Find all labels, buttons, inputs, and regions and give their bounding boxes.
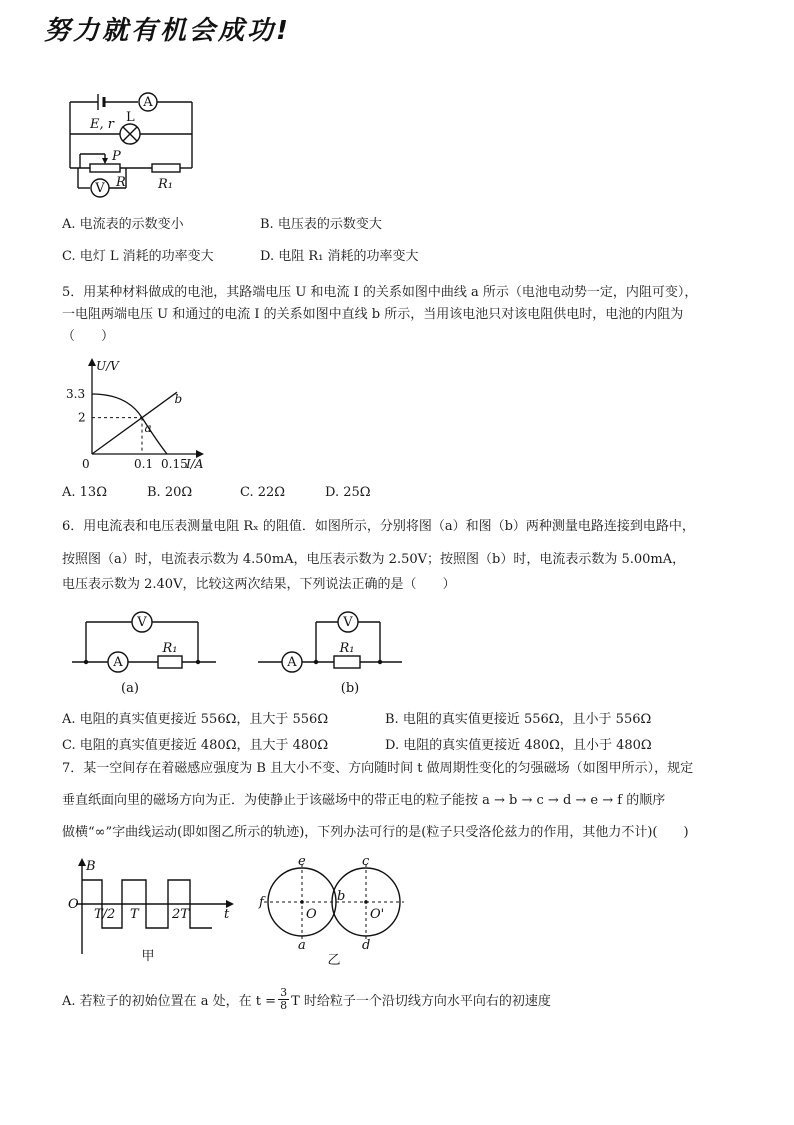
q7-trajectory-yi <box>258 856 408 968</box>
q7-option-a <box>62 987 551 1012</box>
q4-source-label: E, r <box>90 117 114 132</box>
q6-stem-line-1: 6．用电流表和电压表测量电阻 Rₓ 的阻值．如图所示，分别将图（a）和图（b）两种测量电路连接到电路中， <box>62 519 695 534</box>
q7-option-a-prefix: A. 若粒子的初始位置在 a 处，在 t = <box>62 994 277 1009</box>
q6-option-b: B. 电阻的真实值更接近 556Ω，且小于 556Ω <box>385 712 652 727</box>
q5-stem-line-1: 5．用某种材料做成的电池，其路端电压 U 和电流 I 的关系如图中曲线 a 所示（电池电动势一定，内阻可变）， <box>62 285 698 300</box>
q6b-voltmeter-label: V <box>343 615 353 630</box>
q7-jia-tick-2t: 2T <box>172 907 189 922</box>
q7-yi-point-a: a <box>298 938 306 953</box>
q7-option-a-fraction <box>278 987 289 1012</box>
series-b-label: b <box>174 392 183 407</box>
q5-stem-line-3: （ ） <box>62 329 115 344</box>
x-tick-0-15: 0.15 <box>161 457 188 471</box>
q4-rheostat-label: R <box>116 175 126 190</box>
q7-yi-point-e: e <box>298 856 306 869</box>
x-tick-0-1: 0.1 <box>134 457 154 471</box>
q6a-ammeter-label: A <box>113 655 123 670</box>
q6-stem-line-2: 按照图（a）时，电流表示数为 4.50mA，电压表示数为 2.50V；按照图（b）时，电流表示数为 5.00mA， <box>62 552 686 567</box>
series-a-label: a <box>144 421 152 436</box>
q5-stem-line-2: 一电阻两端电压 U 和通过的电流 I 的关系如图中直线 b 所示，当用该电池只对该电阻供电时，电池的内阻为 <box>62 307 684 322</box>
series-a-curve <box>92 394 167 454</box>
q6-option-a: A. 电阻的真实值更接近 556Ω，且大于 556Ω <box>62 712 329 727</box>
q7-yi-point-c: c <box>362 856 370 869</box>
y-tick-2: 2 <box>78 410 86 425</box>
q5-ui-graph <box>60 358 210 472</box>
q7-yi-caption: 乙 <box>327 953 341 968</box>
q7-yi-point-d: d <box>362 938 371 953</box>
q7-jia-caption: 甲 <box>141 949 155 964</box>
q6-circuit-a <box>70 610 220 696</box>
q4-circuit-figure <box>60 88 210 200</box>
q5-option-b: B. 20Ω <box>147 485 193 500</box>
q4-option-d: D. 电阻 R₁ 消耗的功率变大 <box>260 249 419 264</box>
q7-jia-axis-t: t <box>224 907 230 922</box>
q7-jia-axis-b: B <box>86 859 96 874</box>
q7-stem-line-3: 做横“∞”字曲线运动(即如图乙所示的轨迹)，下列办法可行的是(粒子只受洛伦兹力的作用，其他力不计)( ) <box>62 825 689 840</box>
q6a-caption: (a) <box>121 681 139 696</box>
q7-yi-center-o-prime: O' <box>370 907 385 922</box>
q4-ammeter-label: A <box>143 95 153 110</box>
q7-jia-tick-t: T <box>130 907 139 922</box>
q7-jia-tick-half-t: T/2 <box>94 907 116 922</box>
y-tick-3-3: 3.3 <box>66 387 86 401</box>
q6-option-d: D. 电阻的真实值更接近 480Ω，且小于 480Ω <box>385 738 652 753</box>
q7-yi-point-f: f <box>259 895 264 910</box>
q7-field-graph-jia <box>66 856 238 966</box>
origin-label: 0 <box>82 457 90 471</box>
q6-stem-line-3: 电压表示数为 2.40V，比较这两次结果，下列说法正确的是（ ） <box>62 577 456 592</box>
q6a-resistor-label: R₁ <box>162 641 178 656</box>
q6b-caption: (b) <box>340 681 360 696</box>
q7-yi-point-b: b <box>337 889 346 904</box>
q6b-resistor-label: R₁ <box>339 641 355 656</box>
q5-option-d: D. 25Ω <box>325 485 371 500</box>
page-motto: 努力就有机会成功! <box>44 16 291 46</box>
q4-resistor-label: R₁ <box>158 177 173 192</box>
q7-jia-origin: O <box>68 897 79 912</box>
series-b-line <box>92 392 177 454</box>
q6-circuit-b <box>256 610 406 696</box>
q5-option-a: A. 13Ω <box>62 485 107 500</box>
q4-voltmeter-label: V <box>95 181 105 196</box>
q7-yi-center-o: O <box>306 907 317 922</box>
x-axis-label: I/A <box>186 457 204 471</box>
q5-option-c: C. 22Ω <box>240 485 286 500</box>
y-axis-label: U/V <box>96 359 119 373</box>
y-axis-arrow <box>88 358 96 366</box>
q6-option-c: C. 电阻的真实值更接近 480Ω，且大于 480Ω <box>62 738 329 753</box>
q6b-ammeter-label: A <box>287 655 297 670</box>
q7-option-a-denominator: 8 <box>280 999 288 1012</box>
q7-stem-line-2: 垂直纸面向里的磁场方向为正．为使静止于该磁场中的带正电的粒子能按 a → b → c → d → e → f 的顺序 <box>62 793 666 808</box>
q4-option-a: A. 电流表的示数变小 <box>62 217 184 232</box>
q7-option-a-numerator: 3 <box>280 986 288 999</box>
q4-slider-label: P <box>112 149 121 164</box>
q4-lamp-label: L <box>126 110 135 125</box>
q7-stem-line-1: 7．某一空间存在着磁感应强度为 B 且大小不变、方向随时间 t 做周期性变化的匀强磁场（如图甲所示），规定 <box>62 761 694 776</box>
q4-option-c: C. 电灯 L 消耗的功率变大 <box>62 249 214 264</box>
q4-option-b: B. 电压表的示数变大 <box>260 217 382 232</box>
q7-option-a-suffix: T 时给粒子一个沿切线方向水平向右的初速度 <box>291 994 551 1009</box>
q6a-voltmeter-label: V <box>137 615 147 630</box>
